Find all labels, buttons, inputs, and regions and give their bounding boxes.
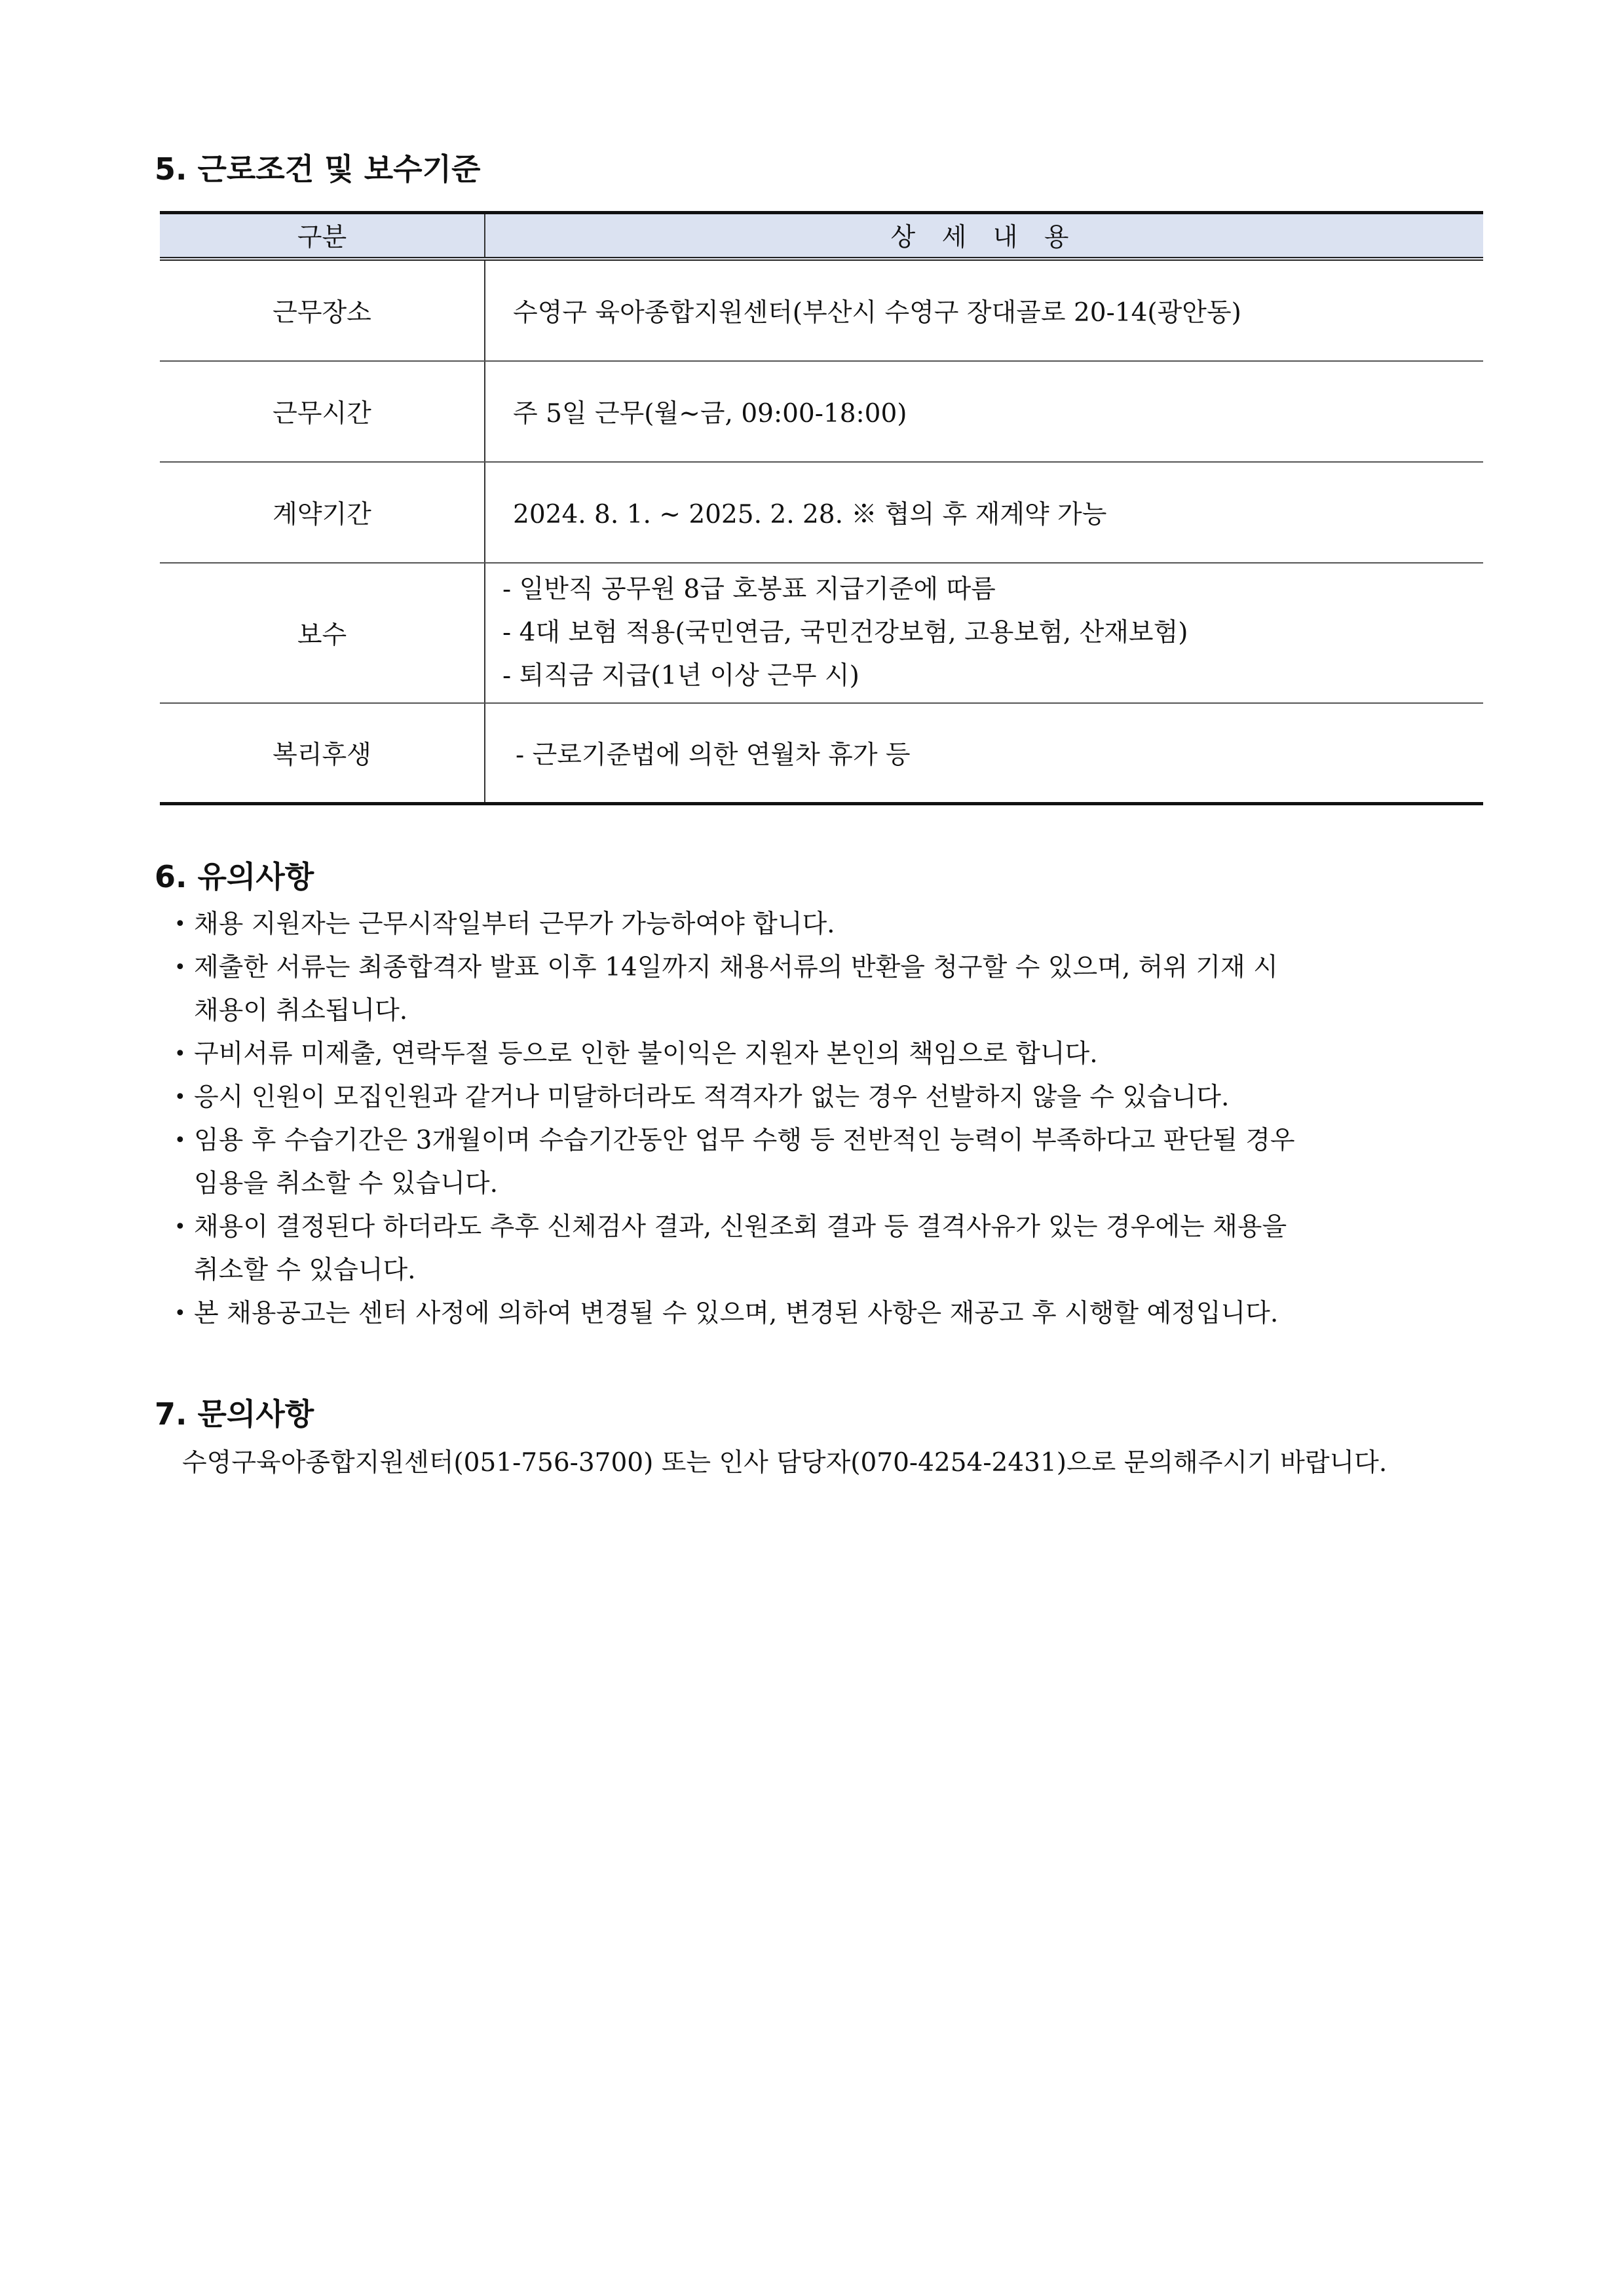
table-row-contract-period (160, 462, 1483, 563)
note-line: 임용 후 수습기간은 3개월이며 수습기간동안 업무 수행 등 전반적인 능력이 부족하다고 판단될 경우 (194, 1126, 1295, 1155)
table-header-row (160, 213, 1483, 259)
list-item (172, 1292, 1482, 1335)
note-line: 본 채용공고는 센터 사정에 의하여 변경될 수 있으며, 변경된 사항은 재공고 후 시행할 예정입니다. (194, 1299, 1279, 1328)
list-item (172, 1206, 1482, 1292)
bullet-icon: • (174, 1086, 186, 1109)
bullet-icon: • (174, 1129, 186, 1152)
row-value: 수영구 육아종합지원센터(부산시 수영구 장대골로 20-14(광안동) (485, 259, 1483, 361)
bullet-icon: • (174, 913, 186, 936)
note-line: 구비서류 미제출, 연락두절 등으로 인한 불이익은 지원자 본인의 책임으로 합니다. (194, 1039, 1098, 1069)
bullet-icon: • (174, 1043, 186, 1065)
notes-list (172, 903, 1482, 1335)
salary-line: - 4대 보험 적용(국민연금, 국민건강보험, 고용보험, 산재보험) (502, 617, 1188, 647)
list-item (172, 946, 1482, 1033)
row-label: 보수 (160, 563, 485, 703)
salary-line: - 일반직 공무원 8급 호봉표 지급기준에 따름 (502, 574, 996, 604)
table-row-salary (160, 563, 1483, 703)
bullet-icon: • (174, 956, 186, 979)
table-row-welfare (160, 703, 1483, 804)
contact-info: 수영구육아종합지원센터(051-756-3700) 또는 인사 담당자(070-4254-2431)으로 문의해주시기 바랍니다. (182, 1448, 1388, 1478)
row-value: 2024. 8. 1. ~ 2025. 2. 28. ※ 협의 후 재계약 가능 (485, 462, 1483, 563)
bullet-icon: • (174, 1215, 186, 1238)
table-row-work-location (160, 259, 1483, 361)
section-5-title: 5. 근로조건 및 보수기준 (155, 151, 481, 187)
row-value: - 근로기준법에 의한 연월차 휴가 등 (485, 703, 1483, 804)
bullet-icon: • (174, 1302, 186, 1325)
header-details: 상 세 내 용 (485, 213, 1483, 259)
list-item (172, 1076, 1482, 1119)
salary-line: - 퇴직금 지급(1년 이상 근무 시) (502, 660, 859, 691)
row-value-list (485, 563, 1483, 703)
note-line: 임용을 취소할 수 있습니다. (194, 1169, 499, 1198)
list-item (172, 1119, 1482, 1206)
row-value: 주 5일 근무(월~금, 09:00-18:00) (485, 361, 1483, 462)
section-6-title: 6. 유의사항 (155, 859, 314, 894)
row-label: 복리후생 (160, 703, 485, 804)
note-line: 채용이 취소됩니다. (194, 996, 408, 1025)
note-line: 응시 인원이 모집인원과 같거나 미달하더라도 적격자가 없는 경우 선발하지 않을 수 있습니다. (194, 1082, 1230, 1112)
row-label: 근무시간 (160, 361, 485, 462)
list-item (172, 903, 1482, 946)
section-7-title: 7. 문의사항 (155, 1396, 314, 1432)
row-label: 근무장소 (160, 259, 485, 361)
list-item (172, 1033, 1482, 1076)
header-category: 구분 (160, 213, 485, 259)
row-label: 계약기간 (160, 462, 485, 563)
note-line: 제출한 서류는 최종합격자 발표 이후 14일까지 채용서류의 반환을 청구할 수 있으며, 허위 기재 시 (194, 953, 1278, 982)
note-line: 채용이 결정된다 하더라도 추후 신체검사 결과, 신원조회 결과 등 결격사유가 있는 경우에는 채용을 (194, 1212, 1287, 1242)
note-line: 취소할 수 있습니다. (194, 1255, 416, 1285)
table-row-work-hours (160, 361, 1483, 462)
work-conditions-table (160, 211, 1483, 805)
note-line: 채용 지원자는 근무시작일부터 근무가 가능하여야 합니다. (194, 909, 835, 939)
